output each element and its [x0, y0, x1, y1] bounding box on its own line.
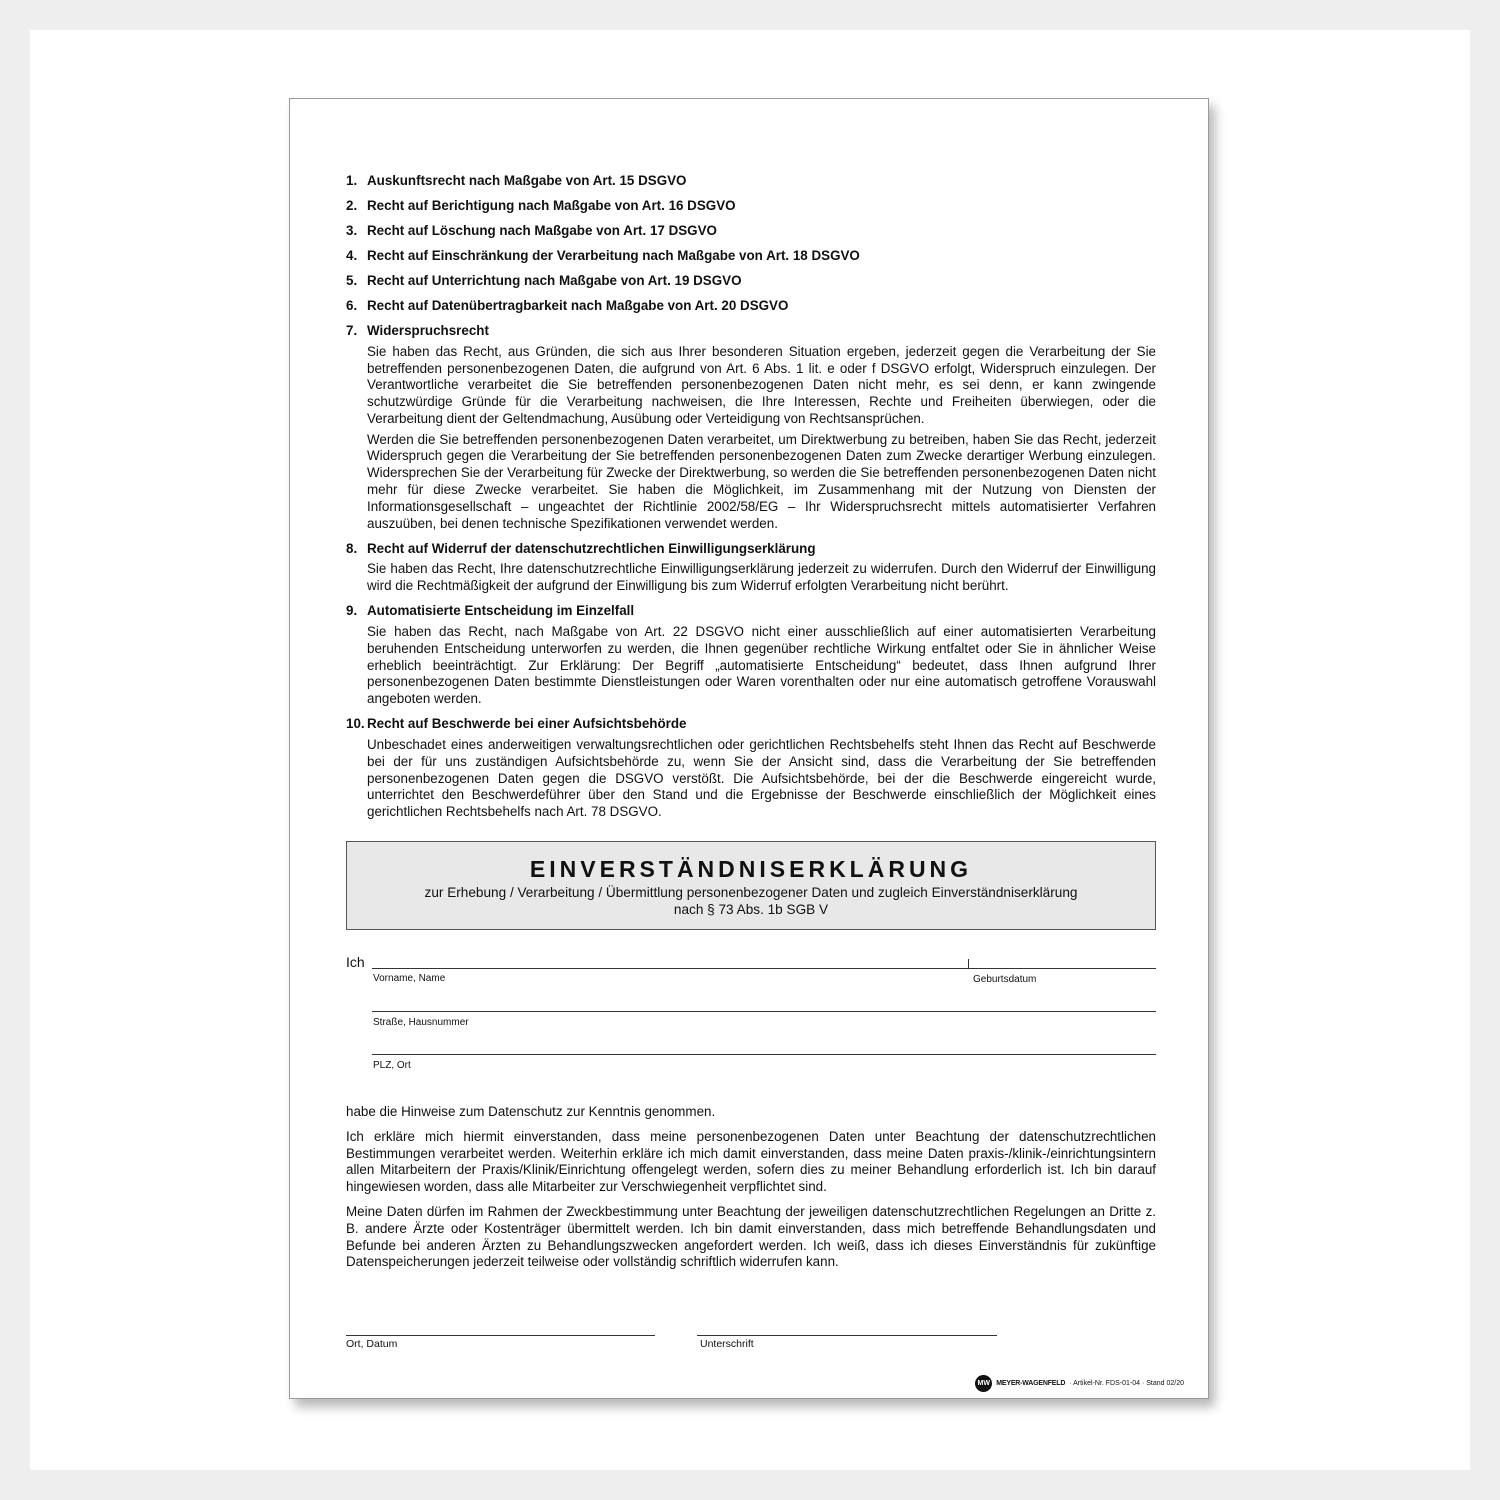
street-caption: Straße, Hausnummer — [373, 1016, 469, 1028]
right-number: 6. — [346, 297, 358, 313]
right-number: 8. — [346, 540, 358, 556]
right-title: Recht auf Einschränkung der Verarbeitung nach Maßgabe von Art. 18 DSGVO — [367, 247, 860, 263]
right-item — [346, 248, 1156, 265]
consent-title: EINVERSTÄNDNISERKLÄRUNG — [529, 855, 973, 882]
right-item — [346, 198, 1156, 215]
consent-paragraph-3: Meine Daten dürfen im Rahmen der Zweckbestimmung unter Beachtung der jeweiligen datenschutzrechtlichen Regelungen an Dritte z. B. andere Ärzte oder Kostenträger übermittelt werden. Ich bin damit einverstanden, dass mich betreffende Behandlungsdaten und Befunde bei anderen Ärzten zu Behandlungszwecken angefordert werden. Ich weiß, dass ich dieses Einverständnis für zukünftige Datenspeicherungen jederzeit teilweise oder vollständig schriftlich widerrufen kann. — [346, 1203, 1156, 1270]
signature-caption: Unterschrift — [700, 1338, 754, 1350]
article-number: · Artikel-Nr. FDS-01-04 · Stand 02/20 — [1069, 1380, 1184, 1387]
right-number: 10. — [346, 716, 365, 732]
right-title: Automatisierte Entscheidung im Einzelfall — [367, 603, 635, 619]
right-title: Recht auf Unterrichtung nach Maßgabe von Art. 19 DSGVO — [367, 272, 742, 288]
document-page — [289, 98, 1209, 1399]
ich-label: Ich — [346, 953, 365, 970]
right-title: Auskunftsrecht nach Maßgabe von Art. 15 DSGVO — [367, 173, 687, 188]
footer — [975, 1375, 1184, 1392]
place-date-caption: Ort, Datum — [346, 1338, 398, 1350]
city-caption: PLZ, Ort — [373, 1059, 411, 1071]
field-divider — [968, 959, 969, 968]
right-item — [346, 603, 1156, 708]
right-item — [346, 541, 1156, 595]
right-paragraph: Unbeschadet eines anderweitigen verwaltungsrechtlichen oder gerichtlichen Rechtsbehelfs steht Ihnen das Recht auf Beschwerde bei der für uns zuständigen Aufsichtsbehörde zu, wenn Sie der Ansicht sind, dass die Verarbeitung der Sie betreffenden personenbezogenen Daten gegen die DSGVO verstößt. Die Aufsichtsbehörde, bei der die Beschwerde eingereicht wurde, unterrichtet den Beschwerdeführer über den Stand und die Ergebnisse der Beschwerde einschließlich der Möglichkeit eines gerichtlichen Rechtsbehelfs nach Art. 78 DSGVO. — [367, 737, 1156, 820]
right-number: 1. — [346, 173, 358, 188]
consent-subtitle — [347, 885, 1155, 918]
personal-data-form — [346, 952, 1156, 1104]
right-number: 7. — [346, 322, 358, 338]
birthdate-caption: Geburtsdatum — [973, 973, 1037, 985]
right-item — [346, 223, 1156, 240]
signature-area — [346, 1335, 1156, 1365]
right-paragraph: Sie haben das Recht, nach Maßgabe von Art. 22 DSGVO nicht einer ausschließlich auf einer automatisierten Verarbeitung beruhenden Entscheidung unterworfen zu werden, die Ihnen gegenüber rechtliche Wirkung entfaltet oder Sie in ähnlicher Weise erheblich beeinträchtigt. Zur Erklärung: Der Begriff „automatisierte Entscheidung“ bedeutet, dass Ihnen aufgrund Ihrer personenbezogenen Daten bestimmte Dienstleistungen oder Waren vorenthalten oder nur eine automatisch getroffene Vorauswahl angeboten werden. — [367, 624, 1156, 707]
consent-subtitle-line1: zur Erhebung / Verarbeitung / Übermittlung personenbezogener Daten und zugleich Einverständniserklärung — [424, 884, 1078, 900]
consent-paragraph-1: habe die Hinweise zum Datenschutz zur Kenntnis genommen. — [346, 1103, 716, 1119]
right-title: Recht auf Widerruf der datenschutzrechtlichen Einwilligungserklärung — [367, 540, 816, 556]
right-item — [346, 273, 1156, 290]
right-title: Recht auf Datenübertragbarkeit nach Maßgabe von Art. 20 DSGVO — [367, 297, 789, 313]
consent-paragraph-2: Ich erkläre mich hiermit einverstanden, dass meine personenbezogenen Daten unter Beachtung der datenschutzrechtlichen Bestimmungen verarbeitet werden. Weiterhin erkläre ich mich damit einverstanden, dass meine Daten praxis-/klinik-/einrichtungsintern allen Mitarbeitern der Praxis/Klinik/Einrichtung offengelegt werden, sofern dies zu meiner Behandlung erforderlich ist. Ich bin darauf hingewiesen worden, dass alle Mitarbeiter zur Verschwiegenheit verpflichtet sind. — [346, 1128, 1156, 1195]
brand-name: MEYER-WAGENFELD — [996, 1380, 1066, 1387]
right-number: 4. — [346, 247, 358, 263]
consent-subtitle-line2: nach § 73 Abs. 1b SGB V — [673, 901, 829, 917]
city-field[interactable] — [372, 1054, 1156, 1055]
right-title: Recht auf Berichtigung nach Maßgabe von Art. 16 DSGVO — [367, 197, 736, 213]
name-field[interactable] — [372, 968, 1156, 969]
right-number: 3. — [346, 222, 358, 238]
right-number: 2. — [346, 197, 358, 213]
right-item — [346, 173, 1156, 190]
right-item — [346, 323, 1156, 533]
name-caption: Vorname, Name — [373, 972, 446, 984]
right-title: Widerspruchsrecht — [367, 322, 489, 338]
right-number: 5. — [346, 272, 358, 288]
right-item — [346, 716, 1156, 821]
consent-header-box — [346, 841, 1156, 930]
brand-logo-icon: MW — [975, 1375, 992, 1392]
right-title: Recht auf Löschung nach Maßgabe von Art. 17 DSGVO — [367, 222, 717, 238]
right-paragraph: Werden die Sie betreffenden personenbezogenen Daten verarbeitet, um Direktwerbung zu betreiben, haben Sie das Recht, jederzeit Widerspruch gegen die Verarbeitung der Sie betreffenden personenbezogenen Daten zum Zwecke derartiger Werbung einzulegen. Widersprechen Sie der Verarbeitung für Zwecke der Direktwerbung, so werden die Sie betreffenden personenbezogenen Daten nicht mehr für diese Zwecke verarbeitet. Sie haben die Möglichkeit, im Zusammenhang mit der Nutzung von Diensten der Informationsgesellschaft – ungeachtet der Richtlinie 2002/58/EG – Ihr Widerspruchsrecht mittels automatisierter Verfahren auszuüben, bei denen technische Spezifikationen verwendet werden. — [367, 431, 1156, 531]
signature-field[interactable] — [697, 1335, 997, 1336]
consent-body — [346, 1104, 1156, 1271]
right-title: Recht auf Beschwerde bei einer Aufsichtsbehörde — [367, 716, 687, 732]
right-paragraph: Sie haben das Recht, Ihre datenschutzrechtliche Einwilligungserklärung jederzeit zu widerrufen. Durch den Widerruf der Einwilligung wird die Rechtmäßigkeit der aufgrund der Einwilligung bis zum Widerruf erfolgten Verarbeitung nicht berührt. — [367, 561, 1156, 594]
right-paragraph: Sie haben das Recht, aus Gründen, die sich aus Ihrer besonderen Situation ergeben, jederzeit gegen die Verarbeitung der Sie betreffenden personenbezogenen Daten, die aufgrund von Art. 6 Abs. 1 lit. e oder f DSGVO erfolgt, Widerspruch einzulegen. Der Verantwortliche verarbeitet die Sie betreffenden personenbezogenen Daten nicht mehr, es sei denn, er kann zwingende schutzwürdige Gründe für die Verarbeitung nachweisen, die Ihre Interessen, Rechte und Freiheiten überwiegen, oder die Verarbeitung dient der Geltendmachung, Ausübung oder Verteidigung von Rechtsansprüchen. — [367, 343, 1156, 426]
right-number: 9. — [346, 603, 358, 619]
right-item — [346, 298, 1156, 315]
rights-list — [346, 173, 1156, 821]
place-date-field[interactable] — [346, 1335, 655, 1336]
page-content — [346, 173, 1156, 1279]
street-field[interactable] — [372, 1011, 1156, 1012]
